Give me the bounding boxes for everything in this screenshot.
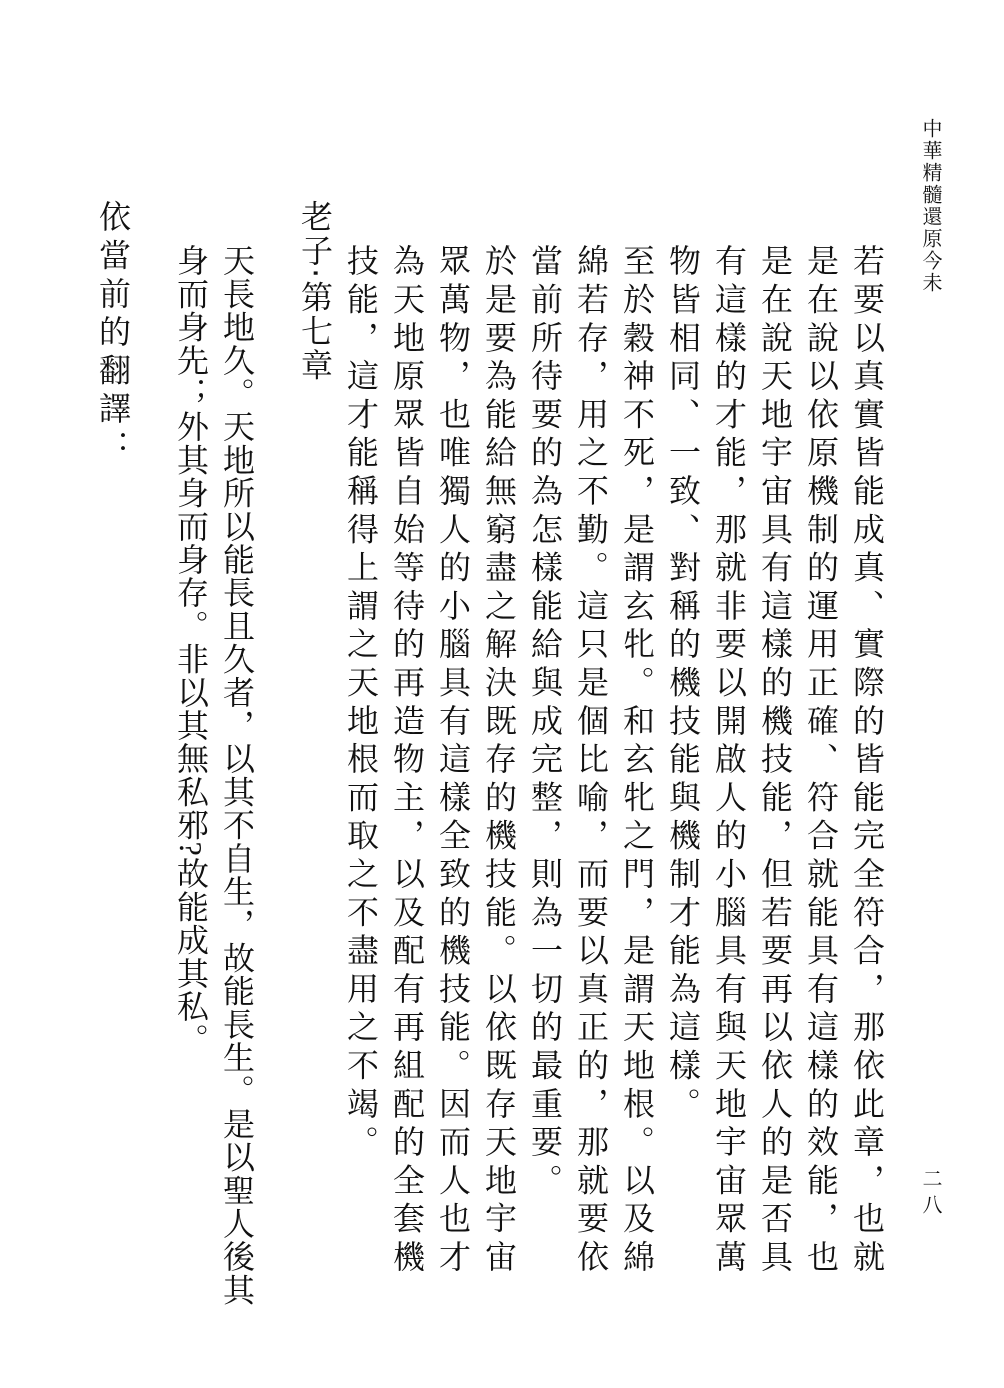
quoted-chapter-text: 天長地久。天地所以能長且久者，以其不自生，故能長生。是以聖人後其身而身先；外其身而身存。非以其無私邪?故能成其私。 — [173, 244, 255, 1307]
paragraph-2: 至於穀神不死，是謂玄牝。和玄牝之門，是謂天地根。以及綿綿若存，用之不勤。這只是個比喻，而要以真正的，那就要依當前所待要的為怎樣能給與成完整，則為一切的最重要。 — [526, 244, 656, 1279]
page-body — [94, 200, 890, 1310]
page-number: 二八 — [919, 1168, 943, 1220]
translation-lead: 依當前的翻譯： — [94, 200, 132, 469]
chapter-title: 老子‧第七章 — [297, 200, 333, 383]
paragraph-1: 若要以真實皆能成真、實際的皆能完全符合，那依此章，也就是在說以依原機制的運用正確、符合就能具有這樣的效能，也是在說天地宇宙具有這樣的機技能，但若要再以依人的是否具有這樣的才能，那就非要以開啟人的小腦具有與天地宇宙眾萬物皆相同、一致、對稱的機技能與機制才能為這樣。 — [664, 244, 886, 1279]
running-header-title: 中華精髓還原今未 — [919, 118, 943, 294]
paragraph-3: 於是要為能給無窮盡之解決既存的機技能。以依既存天地宇宙眾萬物，也唯獨人的小腦具有這樣全致的機技能。因而人也才為天地原眾皆自始等待的再造物主，以及配有再組配的全套機技能，這才能稱得上謂之天地根而取之不盡用之不竭。 — [342, 244, 518, 1279]
